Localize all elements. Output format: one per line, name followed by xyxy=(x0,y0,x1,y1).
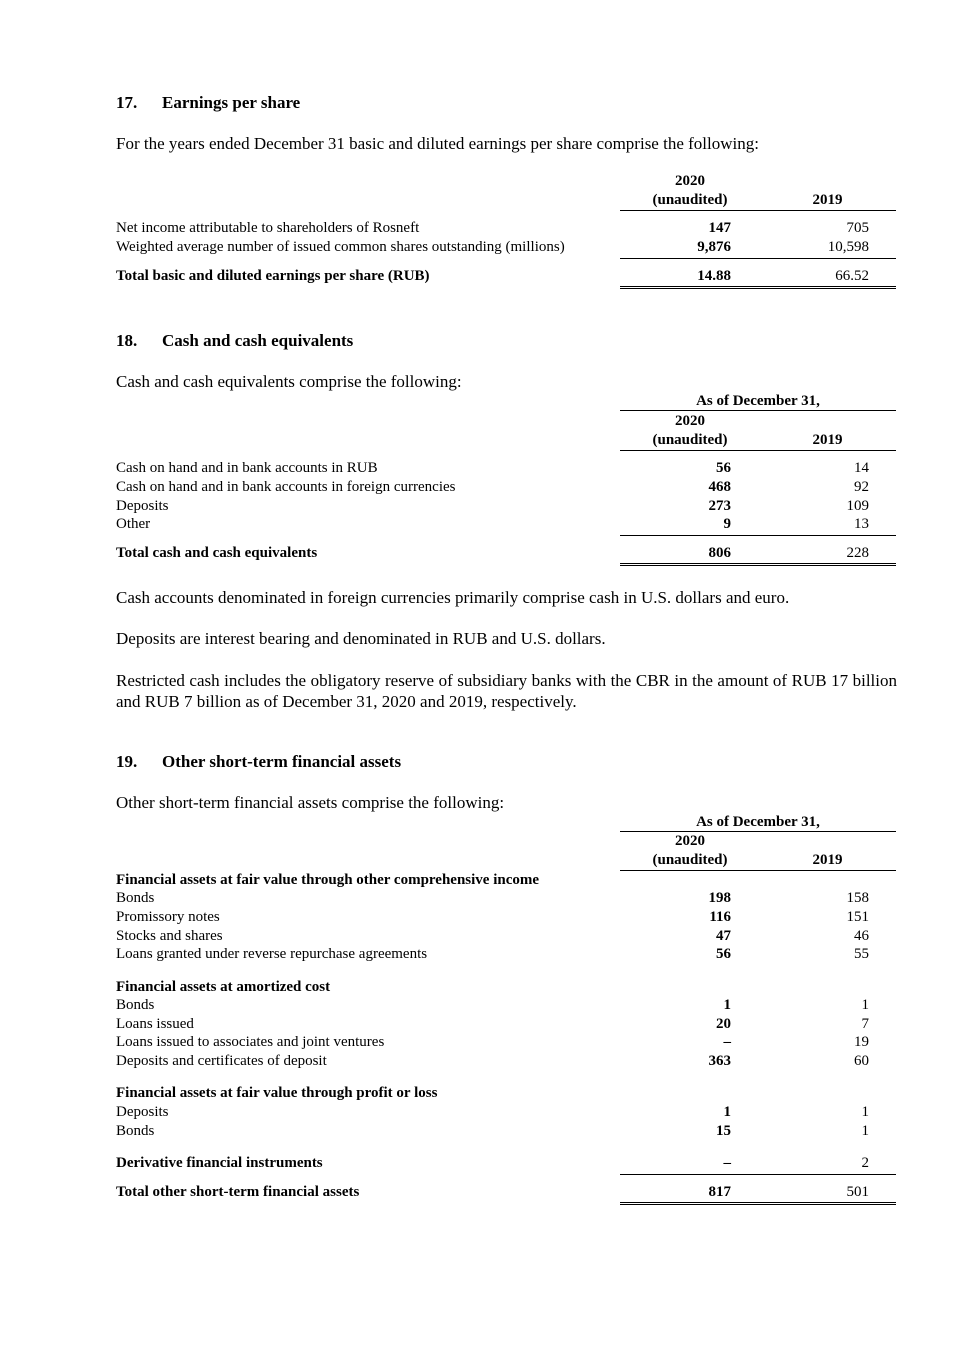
s17-total-double-rule xyxy=(620,286,896,289)
s18-col2020-header: 2020 xyxy=(675,413,705,429)
s19-row-2020: 56 xyxy=(716,946,731,962)
s19-group-fvoci-title: Financial assets at fair value through other comprehensive income xyxy=(116,872,540,888)
s19-row-2020: 20 xyxy=(716,1016,731,1032)
s19-row-2020: 47 xyxy=(716,928,731,944)
s19-derivative-2019: 2 xyxy=(861,1155,869,1171)
s18-header-rule xyxy=(620,450,896,451)
s19-row-label: Loans issued xyxy=(116,1016,194,1032)
s18-row-2019: 13 xyxy=(854,516,869,532)
s19-derivative-2020: – xyxy=(723,1155,731,1171)
s19-row-2020: 15 xyxy=(716,1123,731,1139)
s19-row-label: Stocks and shares xyxy=(116,928,223,944)
s18-paragraph-deposits: Deposits are interest bearing and denominated in RUB and U.S. dollars. xyxy=(116,629,606,648)
section-18-number: 18. xyxy=(116,331,138,350)
s19-row-label: Deposits and certificates of deposit xyxy=(116,1053,327,1069)
s19-group-fvtpl-title: Financial assets at fair value through profit or loss xyxy=(116,1085,438,1101)
s19-row-2019: 158 xyxy=(846,890,869,906)
s19-as-of-header: As of December 31, xyxy=(696,814,820,830)
s19-derivative-label: Derivative financial instruments xyxy=(116,1155,323,1171)
s17-total-2019: 66.52 xyxy=(835,268,869,284)
s19-as-of-rule xyxy=(620,831,896,832)
s17-row-2020: 147 xyxy=(708,220,731,236)
s18-col2019-header: 2019 xyxy=(812,432,843,448)
s17-subtotal-rule xyxy=(620,258,896,259)
section-17-intro: For the years ended December 31 basic and diluted earnings per share comprise the following: xyxy=(116,134,759,153)
s19-group-amortized-title: Financial assets at amortized cost xyxy=(116,979,331,995)
s18-subtotal-rule xyxy=(620,535,896,536)
s17-row-2019: 705 xyxy=(846,220,869,236)
s17-col2020-header: 2020 xyxy=(675,173,705,189)
s19-row-2019: 1 xyxy=(861,997,869,1013)
s17-total-2020: 14.88 xyxy=(697,268,731,284)
s17-row-label: Weighted average number of issued common shares outstanding (millions) xyxy=(116,239,565,255)
s19-row-label: Deposits xyxy=(116,1104,169,1120)
s18-total-2019: 228 xyxy=(846,545,869,561)
s19-header-rule xyxy=(620,870,896,871)
s19-row-2019: 46 xyxy=(854,928,869,944)
s18-total-double-rule xyxy=(620,563,896,566)
s19-total-double-rule xyxy=(620,1202,896,1205)
s19-row-2019: 19 xyxy=(854,1034,869,1050)
s19-row-2019: 1 xyxy=(861,1123,869,1139)
s19-row-label: Bonds xyxy=(116,890,155,906)
s19-row-2019: 55 xyxy=(854,946,869,962)
s19-col2020-sub: (unaudited) xyxy=(652,852,728,868)
s19-row-2020: 1 xyxy=(723,1104,731,1120)
s18-row-2019: 92 xyxy=(854,479,869,495)
s18-as-of-header: As of December 31, xyxy=(696,393,820,409)
s19-row-2019: 151 xyxy=(846,909,869,925)
section-17-number: 17. xyxy=(116,93,138,112)
s19-row-2020: 198 xyxy=(708,890,731,906)
s18-paragraph-restricted: Restricted cash includes the obligatory reserve of subsidiary banks with the CBR in the amount of RUB 17 billion and RUB 7 billion as of December 31, 2020 and 2019, respectively. xyxy=(116,671,897,711)
s19-row-2020: 363 xyxy=(708,1053,731,1069)
s18-row-label: Cash on hand and in bank accounts in RUB xyxy=(116,460,378,476)
s19-row-label: Bonds xyxy=(116,1123,155,1139)
section-18-intro: Cash and cash equivalents comprise the following: xyxy=(116,372,462,391)
section-19-number: 19. xyxy=(116,752,138,771)
s18-row-2020: 273 xyxy=(708,498,731,514)
s18-col2020-sub: (unaudited) xyxy=(652,432,728,448)
s19-row-label: Promissory notes xyxy=(116,909,220,925)
s19-row-label: Loans granted under reverse repurchase agreements xyxy=(116,946,428,962)
s19-row-2019: 7 xyxy=(861,1016,869,1032)
section-19-intro: Other short-term financial assets comprise the following: xyxy=(116,793,505,812)
s19-row-2019: 1 xyxy=(861,1104,869,1120)
section-18-title: Cash and cash equivalents xyxy=(162,331,354,350)
s18-row-label: Other xyxy=(116,516,151,532)
s17-header-rule xyxy=(620,210,896,211)
s17-row-label: Net income attributable to shareholders of Rosneft xyxy=(116,220,420,236)
s17-total-label: Total basic and diluted earnings per share (RUB) xyxy=(116,268,430,284)
s19-row-2020: 1 xyxy=(723,997,731,1013)
s18-row-2020: 56 xyxy=(716,460,731,476)
s19-row-label: Loans issued to associates and joint ventures xyxy=(116,1034,385,1050)
s19-row-2020: – xyxy=(723,1034,731,1050)
s18-paragraph-foreign: Cash accounts denominated in foreign currencies primarily comprise cash in U.S. dollars and euro. xyxy=(116,588,790,607)
s19-total-2020: 817 xyxy=(708,1184,731,1200)
s18-total-label: Total cash and cash equivalents xyxy=(116,545,318,561)
s19-row-2020: 116 xyxy=(709,909,731,925)
s19-total-2019: 501 xyxy=(846,1184,869,1200)
section-17-title: Earnings per share xyxy=(162,93,301,112)
section-19-title: Other short-term financial assets xyxy=(162,752,402,771)
s18-row-2020: 9 xyxy=(723,516,731,532)
s18-row-2020: 468 xyxy=(708,479,731,495)
s17-row-2019: 10,598 xyxy=(827,239,869,255)
s18-row-label: Deposits xyxy=(116,498,169,514)
s17-col2019-header: 2019 xyxy=(812,192,843,208)
s19-row-label: Bonds xyxy=(116,997,155,1013)
s17-row-2020: 9,876 xyxy=(697,239,731,255)
s19-subtotal-rule xyxy=(620,1174,896,1175)
s19-total-label: Total other short-term financial assets xyxy=(116,1184,360,1200)
s18-total-2020: 806 xyxy=(708,545,731,561)
s19-row-2019: 60 xyxy=(854,1053,869,1069)
s17-col2020-sub: (unaudited) xyxy=(652,192,728,208)
s18-row-2019: 14 xyxy=(854,460,869,476)
s19-col2019-header: 2019 xyxy=(812,852,843,868)
s18-row-2019: 109 xyxy=(846,498,869,514)
s19-col2020-header: 2020 xyxy=(675,833,705,849)
s18-row-label: Cash on hand and in bank accounts in foreign currencies xyxy=(116,479,456,495)
s18-as-of-rule xyxy=(620,410,896,411)
